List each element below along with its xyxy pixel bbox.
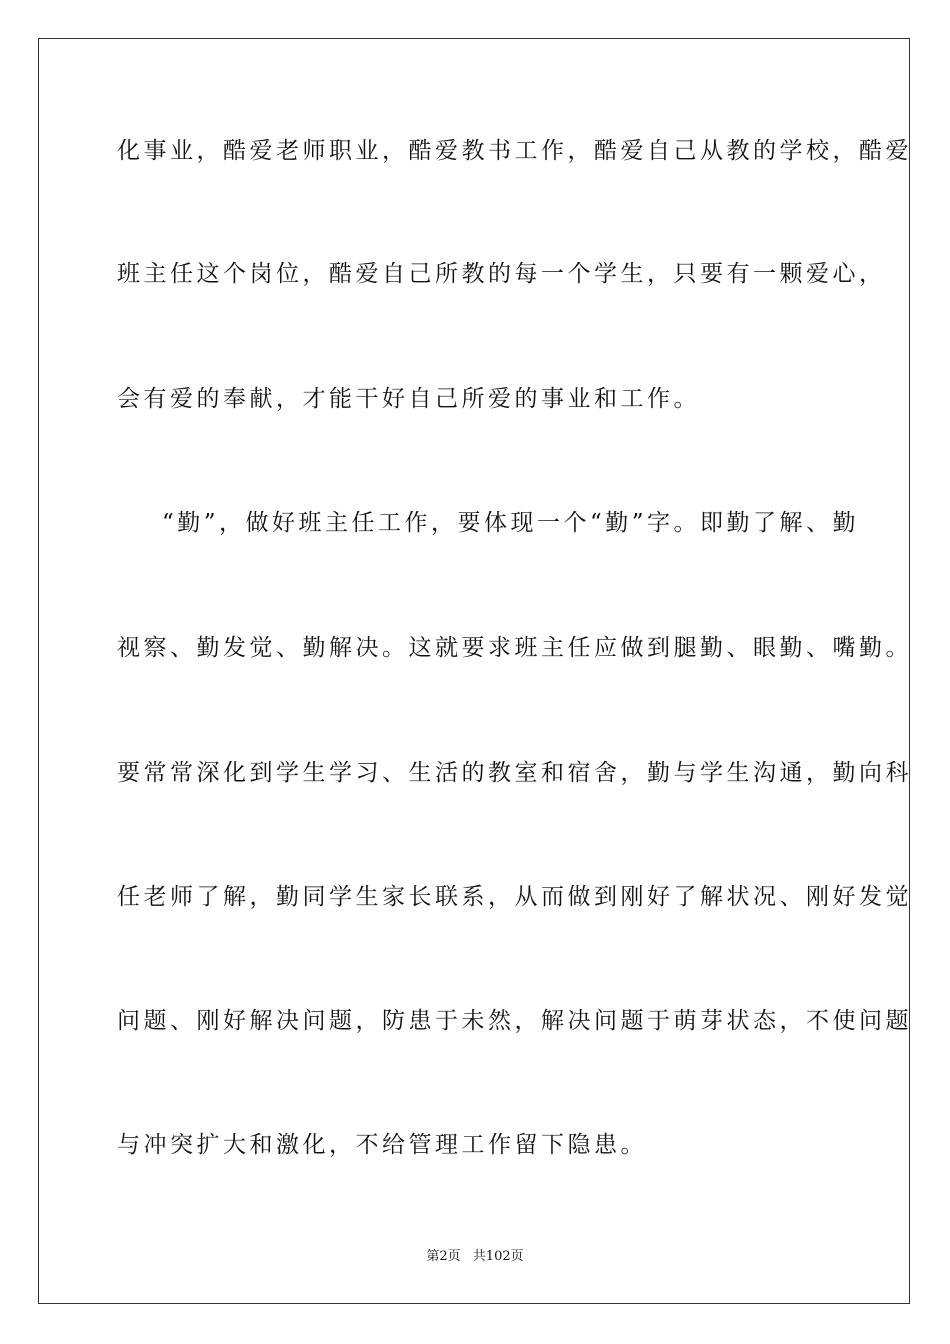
page-number: 第2页 xyxy=(426,1249,461,1264)
page-footer xyxy=(0,1248,950,1266)
text-line: 视察、勤发觉、勤解决。这就要求班主任应做到腿勤、眼勤、嘴勤。 xyxy=(117,635,912,661)
text-line: 要常常深化到学生学习、生活的教室和宿舍，勤与学生沟通，勤向科 xyxy=(117,760,912,786)
page-total: 共102页 xyxy=(472,1249,524,1264)
text-line: 任老师了解，勤同学生家长联系，从而做到刚好了解状况、刚好发觉 xyxy=(117,884,912,910)
text-line: 与冲突扩大和激化，不给管理工作留下隐患。 xyxy=(117,1132,647,1158)
page-border xyxy=(38,38,910,1304)
paragraph-start-line: “勤”，做好班主任工作，要体现一个“勤”字。即勤了解、勤 xyxy=(162,510,860,536)
text-line: 会有爱的奉献，才能干好自己所爱的事业和工作。 xyxy=(117,386,700,412)
text-line: 问题、刚好解决问题，防患于未然，解决问题于萌芽状态，不使问题 xyxy=(117,1008,912,1034)
text-line: 班主任这个岗位，酷爱自己所教的每一个学生，只要有一颗爱心， xyxy=(117,261,886,287)
text-line: 化事业，酷爱老师职业，酷爱教书工作，酷爱自己从教的学校，酷爱 xyxy=(117,138,912,164)
